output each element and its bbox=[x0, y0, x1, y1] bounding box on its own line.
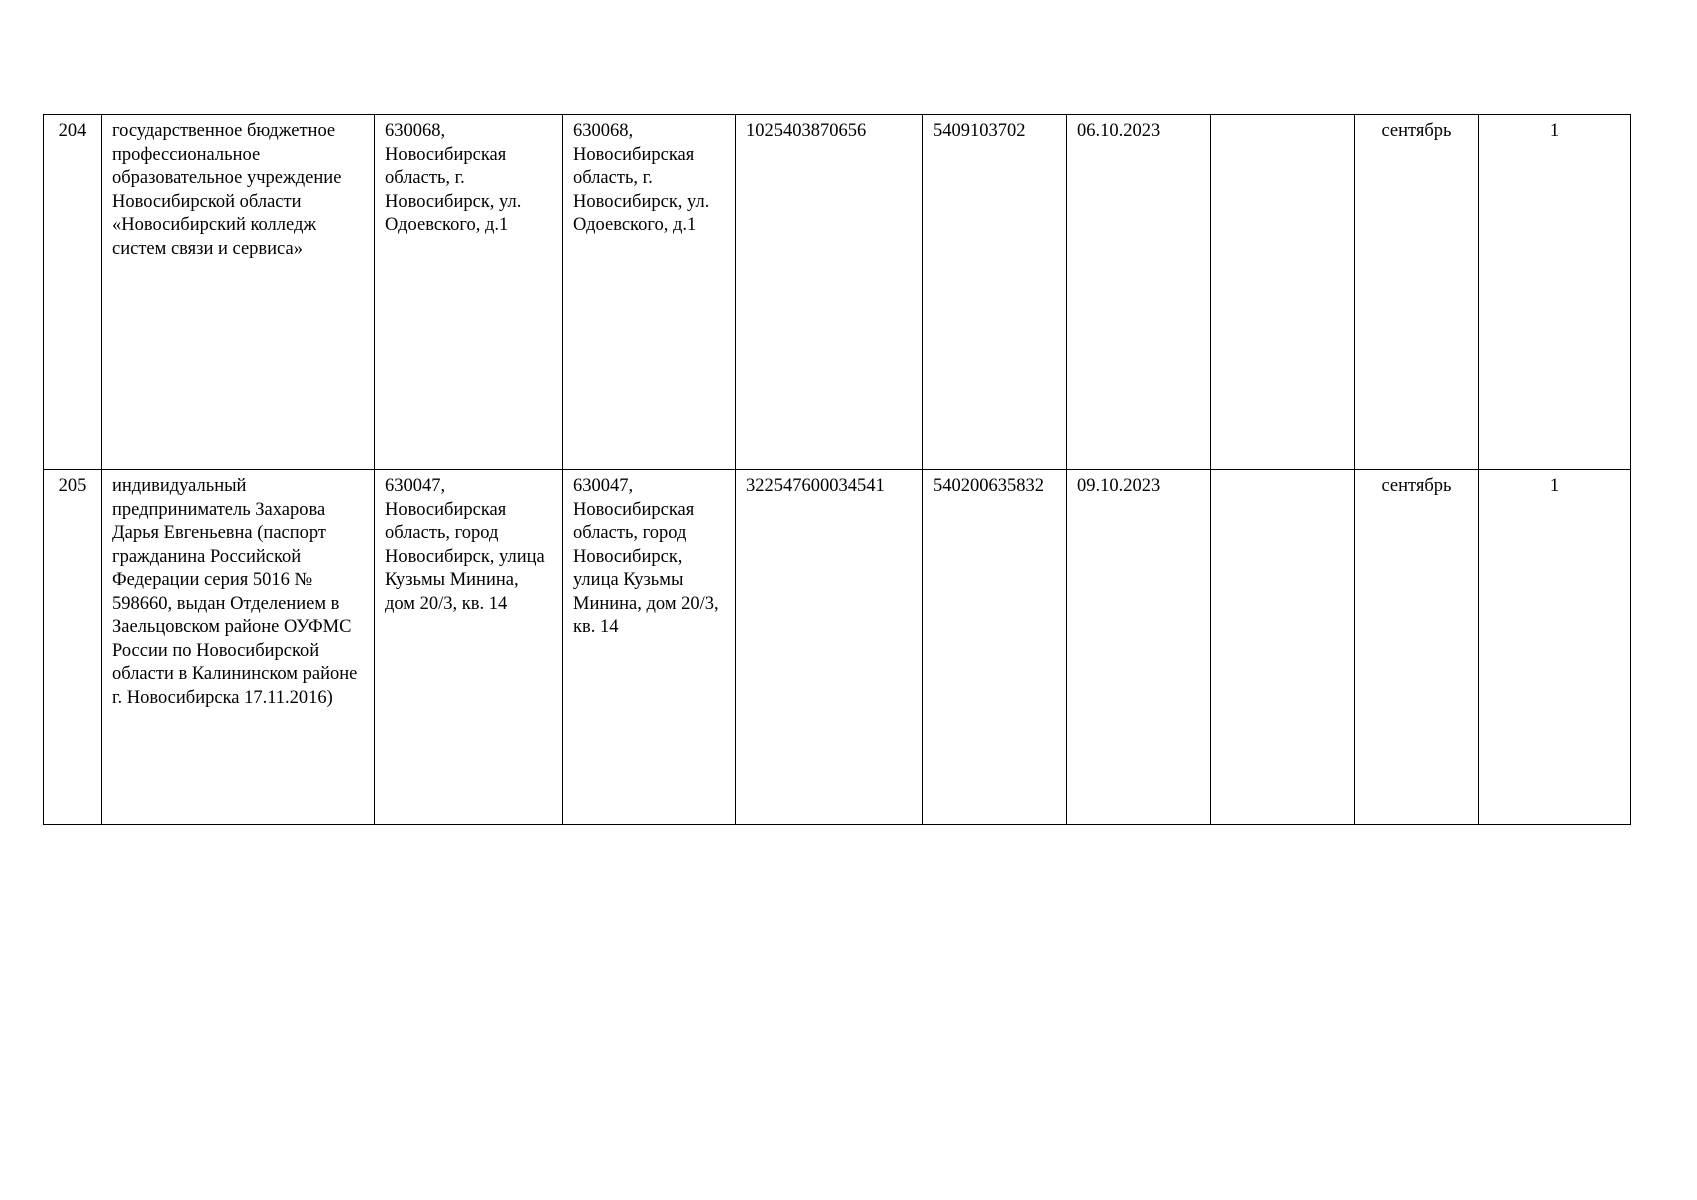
row-number: 204 bbox=[44, 115, 102, 470]
registry-table bbox=[43, 114, 1631, 825]
ogrn-cell: 1025403870656 bbox=[736, 115, 923, 470]
organization-name: государственное бюджетное профессиональное образовательное учреждение Новосибирской области «Новосибирский колледж систем связи и сервиса» bbox=[102, 115, 375, 470]
date-cell: 09.10.2023 bbox=[1067, 470, 1211, 825]
table-row bbox=[44, 115, 1631, 470]
ogrn-cell: 322547600034541 bbox=[736, 470, 923, 825]
table-row bbox=[44, 470, 1631, 825]
count-cell: 1 bbox=[1479, 115, 1631, 470]
legal-address: 630047, Новосибирская область, город Новосибирск, улица Кузьмы Минина, дом 20/3, кв. 14 bbox=[375, 470, 563, 825]
legal-address: 630068, Новосибирская область, г. Новосибирск, ул. Одоевского, д.1 bbox=[375, 115, 563, 470]
empty-cell bbox=[1211, 115, 1355, 470]
month-cell: сентябрь bbox=[1355, 115, 1479, 470]
row-number: 205 bbox=[44, 470, 102, 825]
empty-cell bbox=[1211, 470, 1355, 825]
date-cell: 06.10.2023 bbox=[1067, 115, 1211, 470]
organization-name: индивидуальный предприниматель Захарова Дарья Евгеньевна (паспорт гражданина Российской Федерации серия 5016 № 598660, выдан Отделением в Заельцовском районе ОУФМС России по Новосибирской области в Калининском районе г. Новосибирска 17.11.2016) bbox=[102, 470, 375, 825]
inn-cell: 5409103702 bbox=[923, 115, 1067, 470]
actual-address: 630047, Новосибирская область, город Новосибирск, улица Кузьмы Минина, дом 20/3, кв. 14 bbox=[563, 470, 736, 825]
inn-cell: 540200635832 bbox=[923, 470, 1067, 825]
actual-address: 630068, Новосибирская область, г. Новосибирск, ул. Одоевского, д.1 bbox=[563, 115, 736, 470]
month-cell: сентябрь bbox=[1355, 470, 1479, 825]
count-cell: 1 bbox=[1479, 470, 1631, 825]
